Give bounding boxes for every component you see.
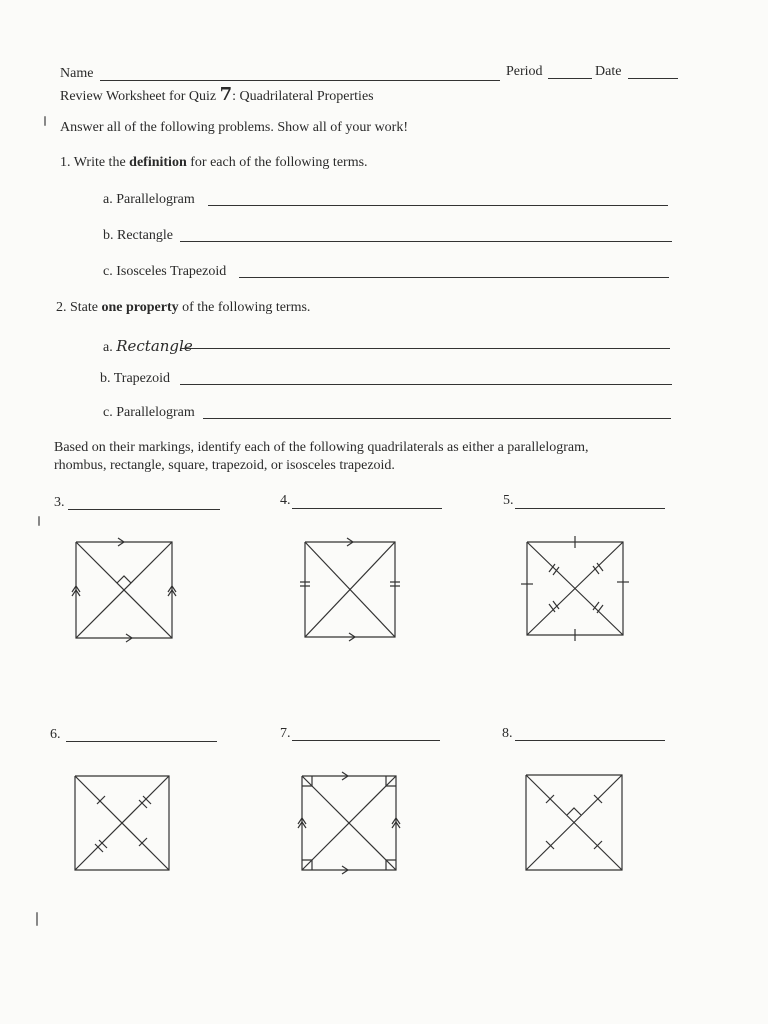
problem-7-answer[interactable] [292,740,440,741]
figure-7-quadrilateral [302,776,402,876]
problem-4-label: 4. [280,493,291,508]
q2-item-b: b. Trapezoid [100,371,170,386]
figure-6-quadrilateral [75,776,175,876]
q2-answer-b[interactable] [180,384,672,385]
name-field[interactable] [100,80,500,81]
question-2 [56,300,310,316]
q1-bold: definition [129,155,187,170]
q1-answer-b[interactable] [180,241,672,242]
q2-item-a-handwritten: Rectangle [116,337,193,355]
q2-item-a-prefix: a. [103,340,113,355]
q1-prefix: 1. Write the [60,155,126,170]
scan-mark [38,516,40,526]
problem-3-answer[interactable] [68,509,220,510]
figure-4-quadrilateral [305,542,405,642]
figure-3-quadrilateral [76,542,176,642]
identify-line-1: Based on their markings, identify each of the following quadrilaterals as either a parallelogram, [54,440,589,455]
problem-5-answer[interactable] [515,508,665,509]
period-field[interactable] [548,78,592,79]
date-label: Date [595,64,622,79]
q2-prefix: 2. State [56,300,98,315]
q1-item-a: a. Parallelogram [103,192,195,207]
problem-6-label: 6. [50,727,61,742]
title-suffix: : Quadrilateral Properties [232,89,374,104]
problem-4-answer[interactable] [292,508,442,509]
scan-mark [36,912,38,926]
q2-item-a [103,337,193,356]
problem-6-answer[interactable] [66,741,217,742]
figure-8-quadrilateral [526,775,626,875]
problem-3-label: 3. [54,495,65,510]
figure-5-quadrilateral [527,542,627,642]
q2-item-c: c. Parallelogram [103,405,195,420]
q1-item-b: b. Rectangle [103,228,173,243]
problem-8-answer[interactable] [515,740,665,741]
q2-answer-c[interactable] [203,418,671,419]
q2-suffix: of the following terms. [182,300,311,315]
q1-answer-c[interactable] [239,277,669,278]
date-field[interactable] [628,78,678,79]
worksheet-title [60,84,374,105]
q2-answer-a[interactable] [180,348,670,349]
q1-item-c: c. Isosceles Trapezoid [103,264,227,279]
q1-suffix: for each of the following terms. [190,155,368,170]
scan-mark [44,116,46,126]
q2-bold: one property [101,300,179,315]
name-label: Name [60,66,94,81]
title-prefix: Review Worksheet for Quiz [60,89,217,104]
instructions: Answer all of the following problems. Show all of your work! [60,120,408,135]
q1-answer-a[interactable] [208,205,668,206]
quiz-number: 7 [219,84,233,105]
identify-line-2: rhombus, rectangle, square, trapezoid, or isosceles trapezoid. [54,458,395,473]
question-1 [60,155,368,171]
problem-7-label: 7. [280,726,291,741]
problem-8-label: 8. [502,726,513,741]
period-label: Period [506,64,543,79]
problem-5-label: 5. [503,493,514,508]
